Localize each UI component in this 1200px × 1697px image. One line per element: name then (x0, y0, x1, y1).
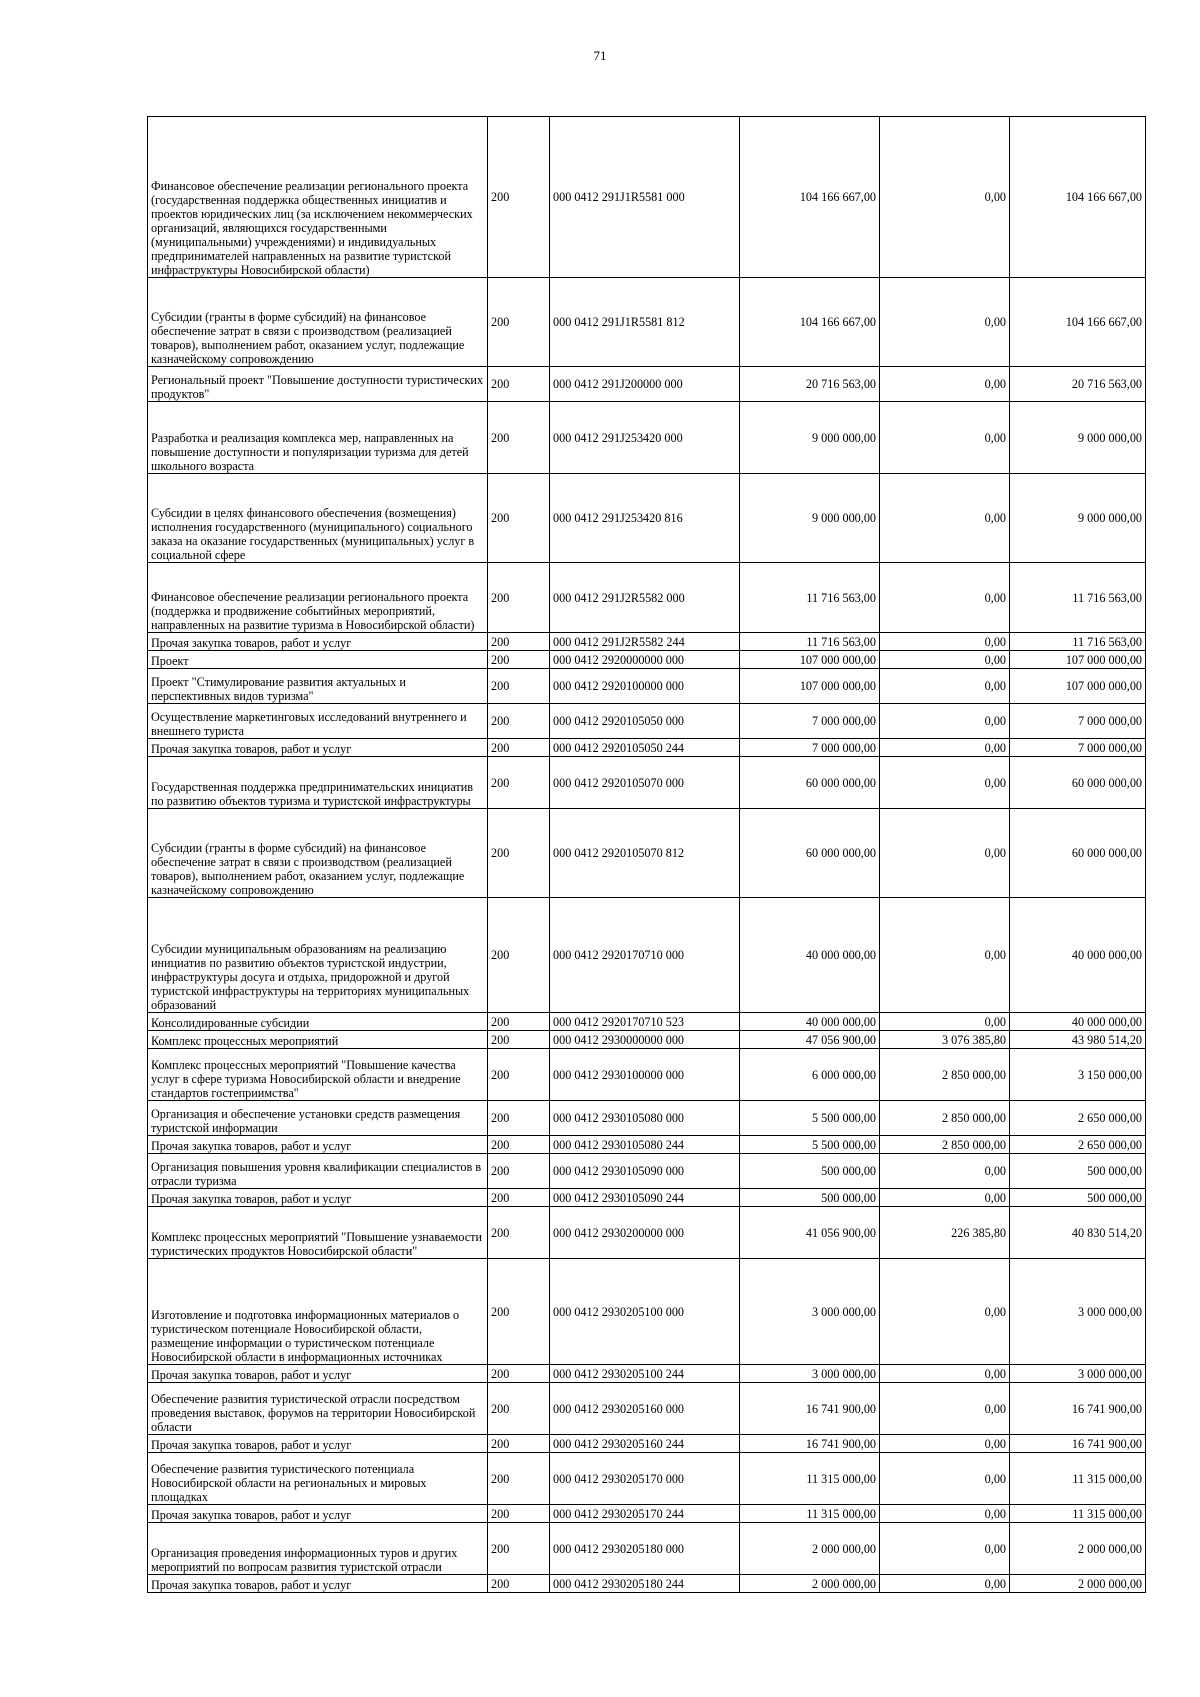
row-amount-change: 0,00 (880, 1575, 1010, 1593)
row-classification-code: 000 0412 2930105080 000 (550, 1101, 740, 1136)
row-amount-approved: 9 000 000,00 (740, 474, 880, 563)
row-description: Комплекс процессных мероприятий "Повышение качества услуг в сфере туризма Новосибирской области и внедрение стандартов гостеприимства" (148, 1049, 488, 1101)
row-admin-code: 200 (488, 809, 550, 898)
table-row (148, 117, 1146, 278)
row-amount-approved: 500 000,00 (740, 1189, 880, 1207)
row-description: Прочая закупка товаров, работ и услуг (148, 1575, 488, 1593)
row-amount-approved: 6 000 000,00 (740, 1049, 880, 1101)
table-row (148, 1453, 1146, 1505)
row-description: Организация повышения уровня квалификации специалистов в отрасли туризма (148, 1154, 488, 1189)
row-amount-change: 0,00 (880, 704, 1010, 739)
row-amount-change: 0,00 (880, 669, 1010, 704)
row-amount-approved: 3 000 000,00 (740, 1365, 880, 1383)
row-amount-approved: 16 741 900,00 (740, 1435, 880, 1453)
row-admin-code: 200 (488, 1049, 550, 1101)
row-admin-code: 200 (488, 1136, 550, 1154)
row-amount-approved: 104 166 667,00 (740, 117, 880, 278)
row-admin-code: 200 (488, 898, 550, 1013)
row-amount-change: 0,00 (880, 278, 1010, 367)
row-admin-code: 200 (488, 474, 550, 563)
row-amount-change: 0,00 (880, 898, 1010, 1013)
row-description: Прочая закупка товаров, работ и услуг (148, 1435, 488, 1453)
row-classification-code: 000 0412 291J2R5582 000 (550, 563, 740, 633)
row-classification-code: 000 0412 2930205100 244 (550, 1365, 740, 1383)
row-amount-approved: 47 056 900,00 (740, 1031, 880, 1049)
row-amount-approved: 2 000 000,00 (740, 1523, 880, 1575)
row-amount-total: 11 315 000,00 (1010, 1505, 1146, 1523)
row-admin-code: 200 (488, 278, 550, 367)
row-description: Обеспечение развития туристического потенциала Новосибирской области на региональных и мировых площадках (148, 1453, 488, 1505)
row-amount-approved: 11 315 000,00 (740, 1505, 880, 1523)
row-admin-code: 200 (488, 757, 550, 809)
row-description: Осуществление маркетинговых исследований внутреннего и внешнего туриста (148, 704, 488, 739)
row-amount-total: 16 741 900,00 (1010, 1435, 1146, 1453)
row-admin-code: 200 (488, 1523, 550, 1575)
row-amount-change: 0,00 (880, 1505, 1010, 1523)
row-amount-approved: 104 166 667,00 (740, 278, 880, 367)
row-amount-total: 7 000 000,00 (1010, 739, 1146, 757)
row-description: Организация и обеспечение установки средств размещения туристской информации (148, 1101, 488, 1136)
row-classification-code: 000 0412 2920100000 000 (550, 669, 740, 704)
row-description: Субсидии (гранты в форме субсидий) на финансовое обеспечение затрат в связи с производством (реализацией товаров), выполнением работ, оказанием услуг, подлежащие казначейскому сопровождению (148, 809, 488, 898)
row-admin-code: 200 (488, 1031, 550, 1049)
row-amount-approved: 60 000 000,00 (740, 757, 880, 809)
table-row (148, 739, 1146, 757)
row-description: Финансовое обеспечение реализации регионального проекта (государственная поддержка общественных инициатив и проектов юридических лиц (за исключением некоммерческих организаций, являющихся государственными (муниципальными) учреждениями) и индивидуальных предпринимателей направленных на развитие туристской инфраструктуры Новосибирской области) (148, 117, 488, 278)
row-amount-change: 0,00 (880, 1523, 1010, 1575)
row-amount-change: 0,00 (880, 633, 1010, 651)
table-row (148, 651, 1146, 669)
table-row (148, 633, 1146, 651)
row-amount-total: 40 000 000,00 (1010, 898, 1146, 1013)
table-row (148, 1189, 1146, 1207)
row-amount-change: 0,00 (880, 474, 1010, 563)
row-amount-total: 9 000 000,00 (1010, 474, 1146, 563)
row-amount-total: 16 741 900,00 (1010, 1383, 1146, 1435)
row-amount-total: 2 000 000,00 (1010, 1575, 1146, 1593)
row-amount-approved: 40 000 000,00 (740, 1013, 880, 1031)
table-row (148, 1049, 1146, 1101)
row-classification-code: 000 0412 2930200000 000 (550, 1207, 740, 1259)
row-amount-change: 0,00 (880, 809, 1010, 898)
row-classification-code: 000 0412 2930205170 244 (550, 1505, 740, 1523)
row-amount-change: 0,00 (880, 1154, 1010, 1189)
row-admin-code: 200 (488, 1013, 550, 1031)
row-amount-total: 500 000,00 (1010, 1189, 1146, 1207)
row-description: Проект "Стимулирование развития актуальных и перспективных видов туризма" (148, 669, 488, 704)
row-amount-change: 0,00 (880, 1435, 1010, 1453)
row-amount-change: 0,00 (880, 1383, 1010, 1435)
row-description: Изготовление и подготовка информационных материалов о туристическом потенциале Новосибирской области, размещение информации о туристическом потенциале Новосибирской области в информационных источниках (148, 1259, 488, 1365)
row-amount-approved: 500 000,00 (740, 1154, 880, 1189)
row-amount-total: 40 830 514,20 (1010, 1207, 1146, 1259)
row-amount-change: 0,00 (880, 117, 1010, 278)
row-admin-code: 200 (488, 117, 550, 278)
row-amount-change: 2 850 000,00 (880, 1136, 1010, 1154)
row-amount-approved: 20 716 563,00 (740, 367, 880, 402)
row-amount-approved: 16 741 900,00 (740, 1383, 880, 1435)
row-amount-change: 0,00 (880, 367, 1010, 402)
row-admin-code: 200 (488, 1259, 550, 1365)
table-row (148, 809, 1146, 898)
row-description: Комплекс процессных мероприятий "Повышение узнаваемости туристических продуктов Новосибирской области" (148, 1207, 488, 1259)
table-row (148, 1259, 1146, 1365)
row-amount-total: 107 000 000,00 (1010, 669, 1146, 704)
budget-table (147, 116, 1146, 1593)
row-amount-change: 0,00 (880, 757, 1010, 809)
row-amount-change: 0,00 (880, 1013, 1010, 1031)
row-amount-approved: 40 000 000,00 (740, 898, 880, 1013)
table-row (148, 367, 1146, 402)
row-amount-total: 11 716 563,00 (1010, 633, 1146, 651)
row-classification-code: 000 0412 2930105090 244 (550, 1189, 740, 1207)
table-row (148, 1383, 1146, 1435)
row-classification-code: 000 0412 2920105050 000 (550, 704, 740, 739)
table-row (148, 1365, 1146, 1383)
row-amount-total: 9 000 000,00 (1010, 402, 1146, 474)
row-classification-code: 000 0412 291J200000 000 (550, 367, 740, 402)
row-amount-change: 0,00 (880, 1189, 1010, 1207)
row-description: Региональный проект "Повышение доступности туристических продуктов" (148, 367, 488, 402)
row-classification-code: 000 0412 2920170710 523 (550, 1013, 740, 1031)
row-classification-code: 000 0412 291J1R5581 812 (550, 278, 740, 367)
row-amount-approved: 3 000 000,00 (740, 1259, 880, 1365)
row-amount-change: 3 076 385,80 (880, 1031, 1010, 1049)
row-amount-change: 0,00 (880, 651, 1010, 669)
row-description: Прочая закупка товаров, работ и услуг (148, 1136, 488, 1154)
row-amount-approved: 60 000 000,00 (740, 809, 880, 898)
row-amount-total: 43 980 514,20 (1010, 1031, 1146, 1049)
table-row (148, 1154, 1146, 1189)
row-amount-change: 2 850 000,00 (880, 1049, 1010, 1101)
row-amount-approved: 2 000 000,00 (740, 1575, 880, 1593)
row-description: Государственная поддержка предпринимательских инициатив по развитию объектов туризма и туристской инфраструктуры (148, 757, 488, 809)
row-classification-code: 000 0412 2920105050 244 (550, 739, 740, 757)
row-admin-code: 200 (488, 1453, 550, 1505)
row-amount-total: 3 000 000,00 (1010, 1259, 1146, 1365)
row-classification-code: 000 0412 2920170710 000 (550, 898, 740, 1013)
row-admin-code: 200 (488, 1575, 550, 1593)
row-classification-code: 000 0412 291J253420 000 (550, 402, 740, 474)
row-classification-code: 000 0412 2930000000 000 (550, 1031, 740, 1049)
row-description: Разработка и реализация комплекса мер, направленных на повышение доступности и популяризации туризма для детей школьного возраста (148, 402, 488, 474)
row-classification-code: 000 0412 291J2R5582 244 (550, 633, 740, 651)
row-description: Прочая закупка товаров, работ и услуг (148, 1189, 488, 1207)
row-amount-total: 104 166 667,00 (1010, 278, 1146, 367)
table-row (148, 278, 1146, 367)
row-admin-code: 200 (488, 633, 550, 651)
table-row (148, 1031, 1146, 1049)
row-amount-total: 3 150 000,00 (1010, 1049, 1146, 1101)
row-amount-approved: 5 500 000,00 (740, 1101, 880, 1136)
row-description: Субсидии в целях финансового обеспечения (возмещения) исполнения государственного (муниципального) социального заказа на оказание государственных (муниципальных) услуг в социальной сфере (148, 474, 488, 563)
row-amount-approved: 11 315 000,00 (740, 1453, 880, 1505)
row-amount-total: 11 315 000,00 (1010, 1453, 1146, 1505)
row-classification-code: 000 0412 2930205100 000 (550, 1259, 740, 1365)
table-row (148, 1207, 1146, 1259)
row-amount-approved: 5 500 000,00 (740, 1136, 880, 1154)
row-classification-code: 000 0412 2930100000 000 (550, 1049, 740, 1101)
row-description: Организация проведения информационных туров и других мероприятий по вопросам развития туристской отрасли (148, 1523, 488, 1575)
row-amount-total: 7 000 000,00 (1010, 704, 1146, 739)
table-row (148, 474, 1146, 563)
row-amount-total: 60 000 000,00 (1010, 757, 1146, 809)
row-admin-code: 200 (488, 1435, 550, 1453)
row-description: Консолидированные субсидии (148, 1013, 488, 1031)
row-amount-approved: 7 000 000,00 (740, 704, 880, 739)
row-admin-code: 200 (488, 1101, 550, 1136)
row-amount-approved: 41 056 900,00 (740, 1207, 880, 1259)
row-classification-code: 000 0412 2920105070 812 (550, 809, 740, 898)
row-classification-code: 000 0412 2930205180 244 (550, 1575, 740, 1593)
table-row (148, 1013, 1146, 1031)
row-classification-code: 000 0412 291J253420 816 (550, 474, 740, 563)
row-amount-total: 2 650 000,00 (1010, 1136, 1146, 1154)
row-classification-code: 000 0412 2930205160 000 (550, 1383, 740, 1435)
budget-table-body (148, 117, 1146, 1593)
row-admin-code: 200 (488, 1189, 550, 1207)
row-classification-code: 000 0412 2930205170 000 (550, 1453, 740, 1505)
row-admin-code: 200 (488, 1365, 550, 1383)
row-classification-code: 000 0412 2930205160 244 (550, 1435, 740, 1453)
table-row (148, 1101, 1146, 1136)
row-amount-change: 0,00 (880, 1365, 1010, 1383)
row-amount-change: 0,00 (880, 1259, 1010, 1365)
row-amount-approved: 11 716 563,00 (740, 633, 880, 651)
row-amount-change: 226 385,80 (880, 1207, 1010, 1259)
row-admin-code: 200 (488, 704, 550, 739)
row-amount-total: 3 000 000,00 (1010, 1365, 1146, 1383)
table-row (148, 1523, 1146, 1575)
row-amount-total: 20 716 563,00 (1010, 367, 1146, 402)
row-amount-change: 2 850 000,00 (880, 1101, 1010, 1136)
row-amount-change: 0,00 (880, 563, 1010, 633)
row-admin-code: 200 (488, 1505, 550, 1523)
table-row (148, 402, 1146, 474)
row-amount-total: 107 000 000,00 (1010, 651, 1146, 669)
row-amount-total: 104 166 667,00 (1010, 117, 1146, 278)
row-admin-code: 200 (488, 651, 550, 669)
row-classification-code: 000 0412 2930105080 244 (550, 1136, 740, 1154)
row-amount-total: 11 716 563,00 (1010, 563, 1146, 633)
row-admin-code: 200 (488, 669, 550, 704)
row-amount-approved: 107 000 000,00 (740, 669, 880, 704)
row-classification-code: 000 0412 2920105070 000 (550, 757, 740, 809)
row-description: Прочая закупка товаров, работ и услуг (148, 1505, 488, 1523)
row-admin-code: 200 (488, 367, 550, 402)
table-row (148, 757, 1146, 809)
row-description: Комплекс процессных мероприятий (148, 1031, 488, 1049)
row-amount-approved: 7 000 000,00 (740, 739, 880, 757)
table-row (148, 898, 1146, 1013)
row-description: Финансовое обеспечение реализации регионального проекта (поддержка и продвижение событийных мероприятий, направленных на развитие туризма в Новосибирской области) (148, 563, 488, 633)
row-amount-total: 2 000 000,00 (1010, 1523, 1146, 1575)
row-classification-code: 000 0412 2920000000 000 (550, 651, 740, 669)
row-classification-code: 000 0412 291J1R5581 000 (550, 117, 740, 278)
row-classification-code: 000 0412 2930205180 000 (550, 1523, 740, 1575)
row-classification-code: 000 0412 2930105090 000 (550, 1154, 740, 1189)
table-row (148, 1505, 1146, 1523)
row-description: Прочая закупка товаров, работ и услуг (148, 633, 488, 651)
row-description: Субсидии муниципальным образованиям на реализацию инициатив по развитию объектов туристской индустрии, инфраструктуры досуга и отдыха, придорожной и другой туристской инфраструктуры на территориях муниципальных образований (148, 898, 488, 1013)
row-description: Субсидии (гранты в форме субсидий) на финансовое обеспечение затрат в связи с производством (реализацией товаров), выполнением работ, оказанием услуг, подлежащие казначейскому сопровождению (148, 278, 488, 367)
row-amount-change: 0,00 (880, 739, 1010, 757)
row-admin-code: 200 (488, 402, 550, 474)
row-description: Обеспечение развития туристической отрасли посредством проведения выставок, форумов на территории Новосибирской области (148, 1383, 488, 1435)
table-row (148, 1575, 1146, 1593)
row-description: Прочая закупка товаров, работ и услуг (148, 1365, 488, 1383)
row-admin-code: 200 (488, 739, 550, 757)
row-admin-code: 200 (488, 563, 550, 633)
page-number: 71 (593, 48, 607, 63)
row-description: Прочая закупка товаров, работ и услуг (148, 739, 488, 757)
row-amount-change: 0,00 (880, 402, 1010, 474)
row-admin-code: 200 (488, 1383, 550, 1435)
row-amount-approved: 11 716 563,00 (740, 563, 880, 633)
table-row (148, 669, 1146, 704)
table-row (148, 563, 1146, 633)
table-row (148, 704, 1146, 739)
row-amount-total: 60 000 000,00 (1010, 809, 1146, 898)
row-amount-total: 2 650 000,00 (1010, 1101, 1146, 1136)
row-admin-code: 200 (488, 1207, 550, 1259)
row-admin-code: 200 (488, 1154, 550, 1189)
row-amount-approved: 107 000 000,00 (740, 651, 880, 669)
row-amount-total: 40 000 000,00 (1010, 1013, 1146, 1031)
table-row (148, 1435, 1146, 1453)
table-row (148, 1136, 1146, 1154)
row-description: Проект (148, 651, 488, 669)
row-amount-total: 500 000,00 (1010, 1154, 1146, 1189)
row-amount-approved: 9 000 000,00 (740, 402, 880, 474)
row-amount-change: 0,00 (880, 1453, 1010, 1505)
